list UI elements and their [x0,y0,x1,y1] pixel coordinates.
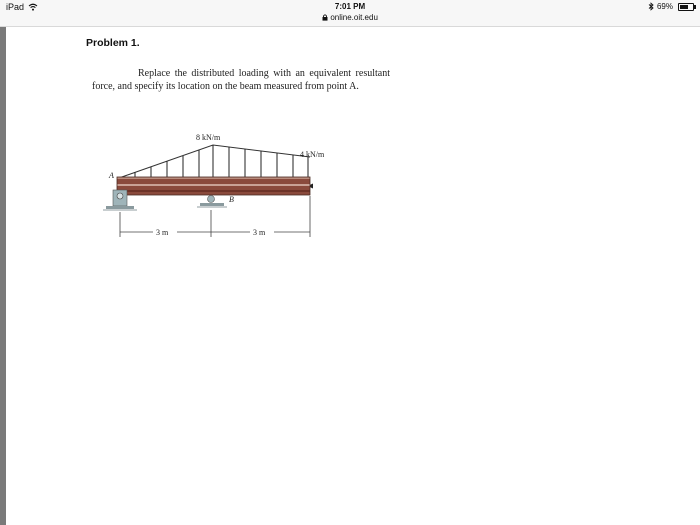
lock-icon [322,14,328,21]
bluetooth-icon [648,2,654,11]
label-span2: 3 m [253,228,266,237]
label-point-a: A [109,171,114,180]
problem-title: Problem 1. [86,37,140,49]
status-right [648,2,694,11]
device-name: iPad [6,2,25,12]
problem-text: Replace the distributed loading with an equivalent resultant force, and specify its location on the beam measured from point A. [92,68,390,92]
battery-fill [680,5,688,9]
beam [117,177,310,195]
address-bar[interactable] [0,13,700,22]
battery-icon [678,3,694,11]
label-point-b: B [229,195,234,204]
support-b-roller [197,196,227,209]
label-span1: 3 m [156,228,169,237]
battery-percent: 69% [656,2,673,11]
beam-figure [95,120,355,240]
load-outline [119,145,310,178]
label-8kn: 8 kN/m [196,133,221,142]
label-4kn: 4 kN/m [300,150,325,159]
dimension-lines [120,196,310,237]
url-text[interactable]: online.oit.edu [330,13,378,22]
document-page[interactable] [6,27,700,525]
status-time: 7:01 PM [334,2,366,11]
status-bar [0,0,700,27]
